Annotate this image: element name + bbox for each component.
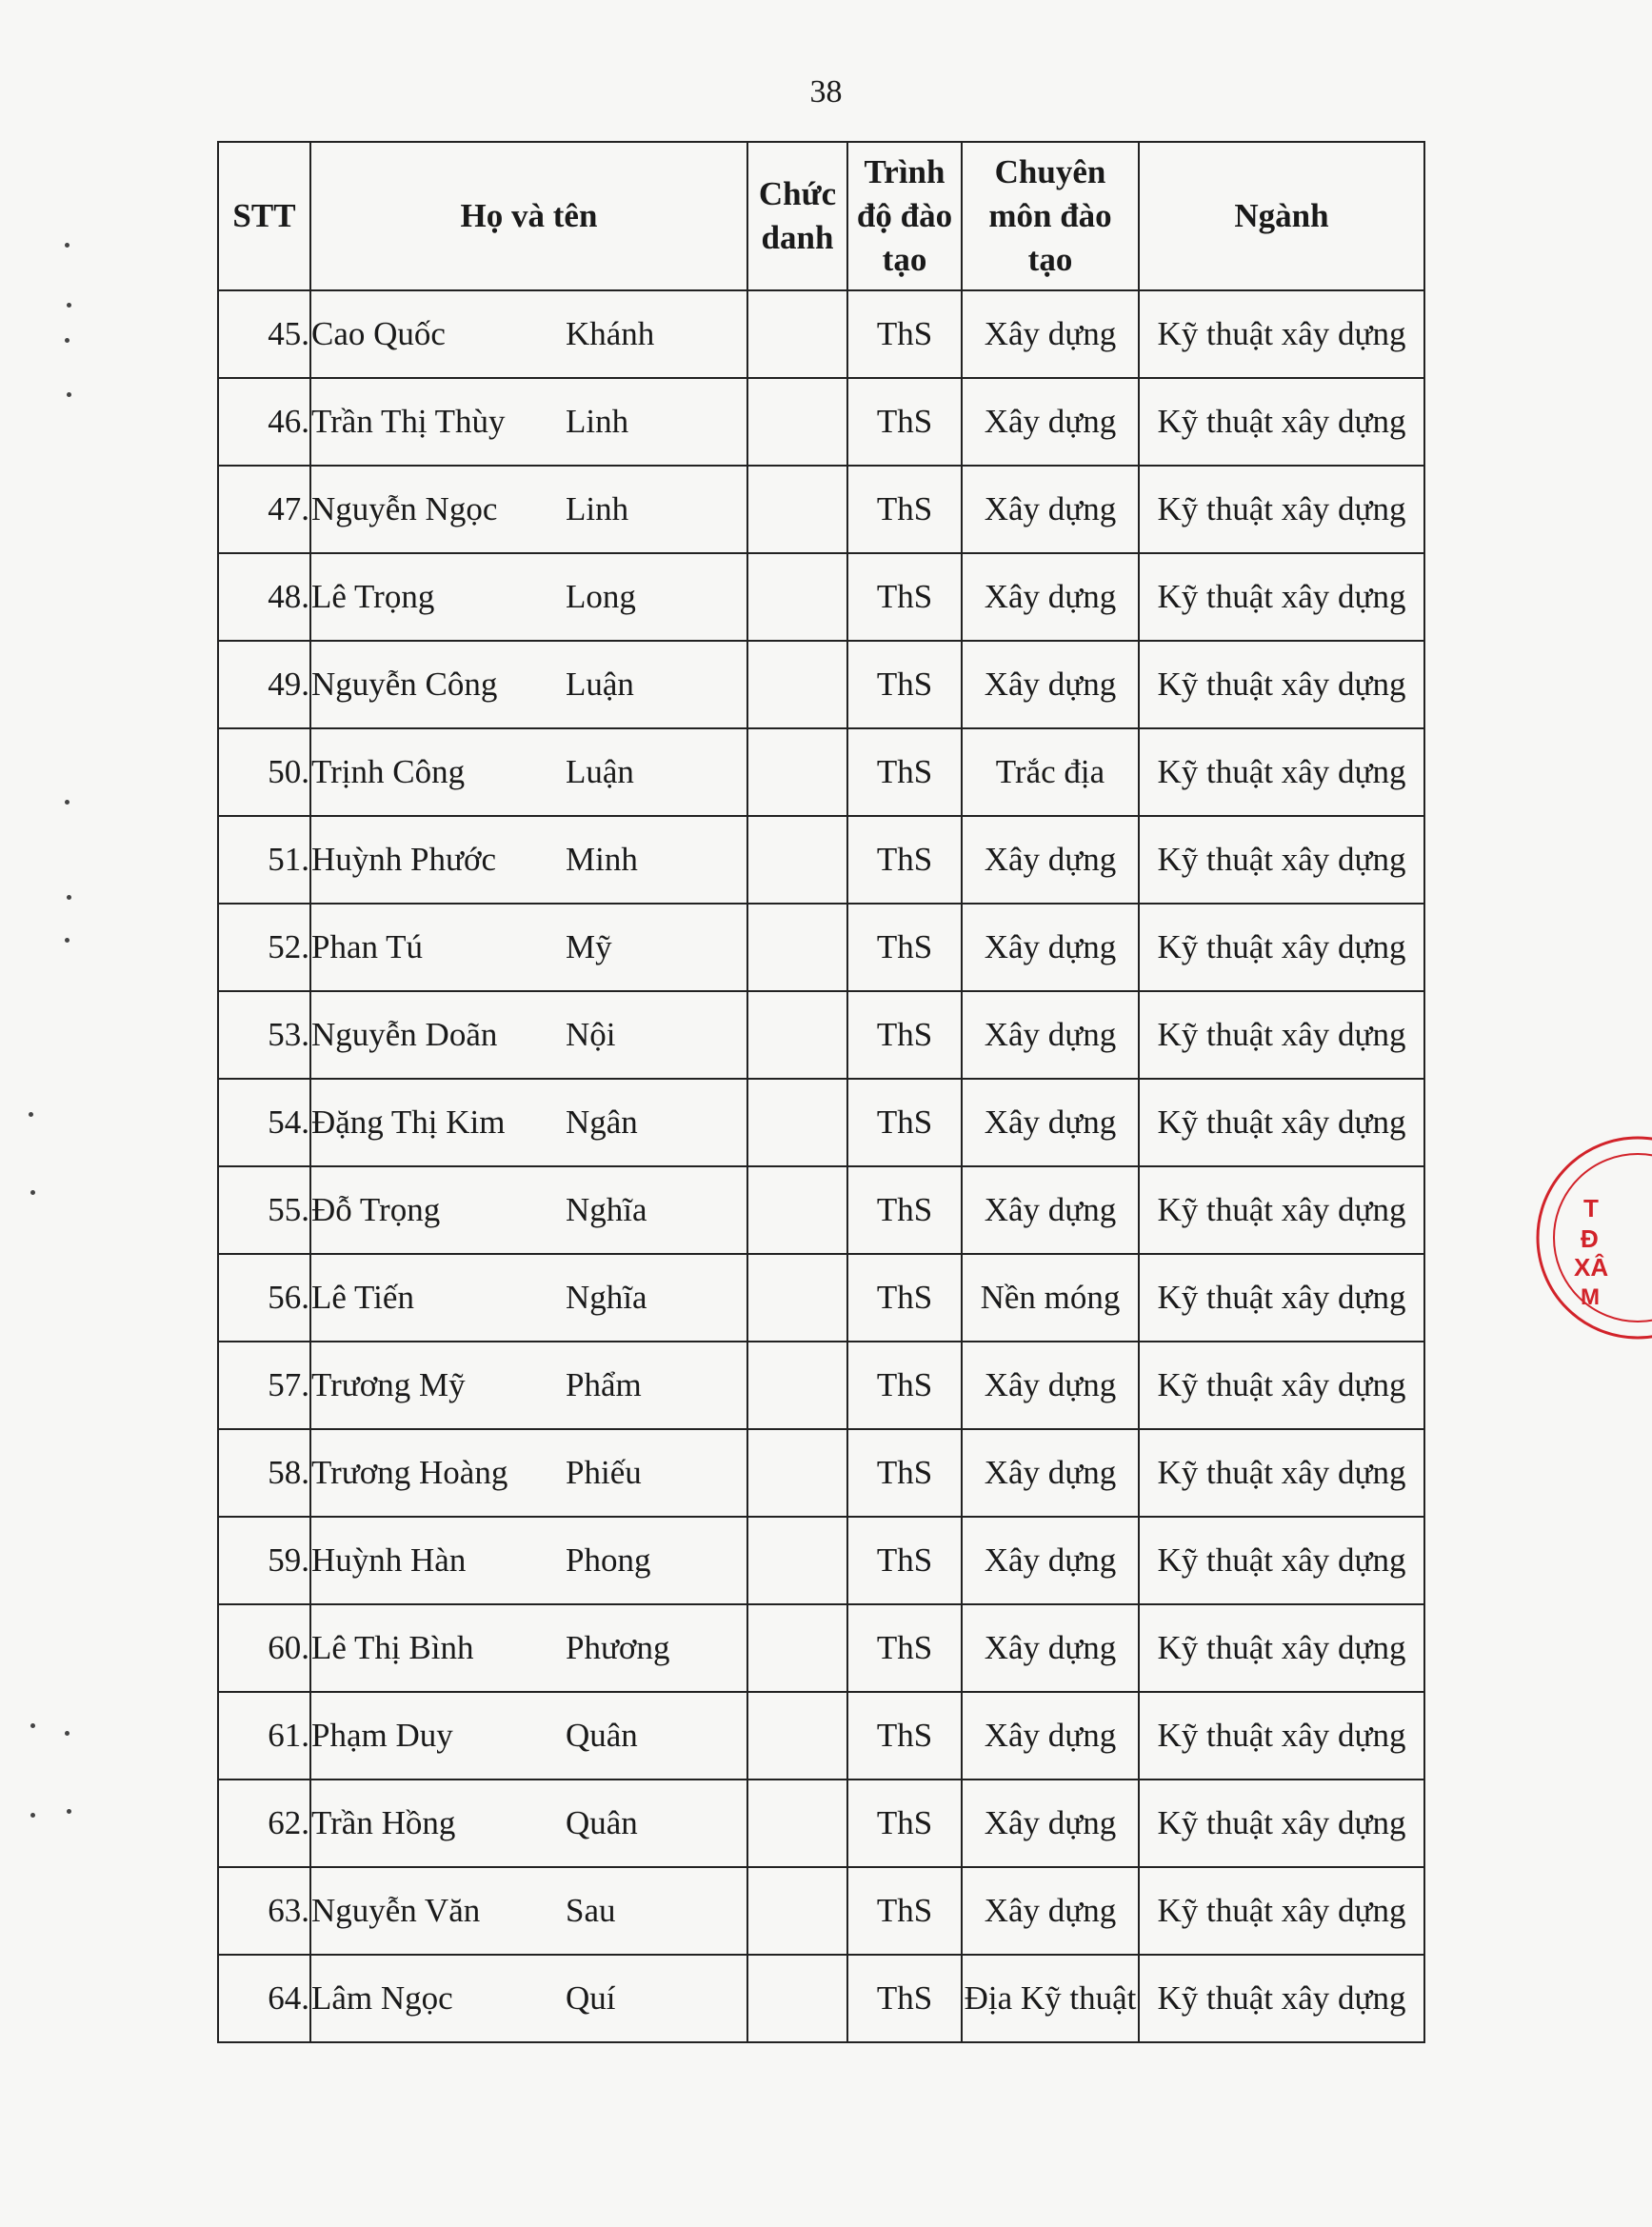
cell-title	[747, 991, 847, 1079]
table-row	[218, 1254, 1424, 1342]
cell-level: ThS	[847, 553, 962, 641]
page-number: 38	[809, 74, 843, 109]
cell-name	[310, 466, 747, 553]
table-row	[218, 553, 1424, 641]
cell-major: Kỹ thuật xây dựng	[1139, 1079, 1424, 1166]
cell-name	[310, 641, 747, 728]
cell-level: ThS	[847, 1517, 962, 1604]
cell-given-name: Quân	[566, 1804, 638, 1841]
cell-given-name: Nội	[566, 1016, 616, 1053]
cell-name	[310, 290, 747, 378]
cell-name	[310, 1166, 747, 1254]
cell-major: Kỹ thuật xây dựng	[1139, 904, 1424, 991]
cell-given-name: Nghĩa	[566, 1191, 647, 1228]
table-row	[218, 1604, 1424, 1692]
cell-title	[747, 904, 847, 991]
cell-name	[310, 1517, 747, 1604]
table-row	[218, 1342, 1424, 1429]
cell-specialty: Xây dựng	[962, 378, 1139, 466]
cell-given-name: Ngân	[566, 1104, 638, 1141]
cell-level: ThS	[847, 816, 962, 904]
cell-title	[747, 1166, 847, 1254]
cell-major: Kỹ thuật xây dựng	[1139, 1166, 1424, 1254]
table-row	[218, 1079, 1424, 1166]
cell-specialty: Xây dựng	[962, 1342, 1139, 1429]
cell-level: ThS	[847, 378, 962, 466]
cell-given-name: Phương	[566, 1629, 670, 1666]
cell-specialty: Nền móng	[962, 1254, 1139, 1342]
cell-name	[310, 1692, 747, 1780]
cell-specialty: Xây dựng	[962, 290, 1139, 378]
cell-level: ThS	[847, 1955, 962, 2042]
cell-level: ThS	[847, 641, 962, 728]
cell-title	[747, 1342, 847, 1429]
cell-stt: 63.	[218, 1867, 310, 1955]
cell-given-name: Phong	[566, 1541, 651, 1579]
cell-major: Kỹ thuật xây dựng	[1139, 1254, 1424, 1342]
cell-stt: 58.	[218, 1429, 310, 1517]
cell-surname: Cao Quốc	[311, 315, 446, 352]
cell-given-name: Mỹ	[566, 928, 612, 965]
cell-surname: Nguyễn Doãn	[311, 1016, 498, 1053]
cell-surname: Nguyễn Văn	[311, 1892, 481, 1929]
cell-stt: 57.	[218, 1342, 310, 1429]
cell-surname: Trần Hồng	[311, 1804, 456, 1841]
cell-level: ThS	[847, 728, 962, 816]
cell-name	[310, 1342, 747, 1429]
cell-stt: 52.	[218, 904, 310, 991]
cell-stt: 48.	[218, 553, 310, 641]
table-row	[218, 1867, 1424, 1955]
cell-name	[310, 728, 747, 816]
cell-specialty: Xây dựng	[962, 816, 1139, 904]
cell-title	[747, 1254, 847, 1342]
cell-title	[747, 378, 847, 466]
cell-level: ThS	[847, 1429, 962, 1517]
staff-table	[217, 141, 1425, 2043]
cell-stt: 45.	[218, 290, 310, 378]
cell-surname: Lê Trọng	[311, 578, 435, 615]
cell-level: ThS	[847, 1166, 962, 1254]
cell-stt: 54.	[218, 1079, 310, 1166]
cell-given-name: Quí	[566, 1979, 616, 2017]
cell-major: Kỹ thuật xây dựng	[1139, 728, 1424, 816]
cell-specialty: Xây dựng	[962, 466, 1139, 553]
table-row	[218, 378, 1424, 466]
cell-surname: Lâm Ngọc	[311, 1979, 453, 2017]
cell-given-name: Phiếu	[566, 1454, 642, 1491]
cell-major: Kỹ thuật xây dựng	[1139, 991, 1424, 1079]
header-major: Ngành	[1139, 142, 1424, 290]
cell-name	[310, 904, 747, 991]
cell-name	[310, 1780, 747, 1867]
cell-surname: Trần Thị Thùy	[311, 403, 506, 440]
cell-title	[747, 728, 847, 816]
cell-given-name: Linh	[566, 403, 629, 440]
cell-level: ThS	[847, 1692, 962, 1780]
cell-title	[747, 1604, 847, 1692]
cell-major: Kỹ thuật xây dựng	[1139, 466, 1424, 553]
table-row	[218, 1429, 1424, 1517]
cell-surname: Lê Thị Bình	[311, 1629, 474, 1666]
cell-name	[310, 1429, 747, 1517]
cell-level: ThS	[847, 1254, 962, 1342]
cell-given-name: Nghĩa	[566, 1279, 647, 1316]
cell-level: ThS	[847, 290, 962, 378]
cell-surname: Phạm Duy	[311, 1717, 453, 1754]
cell-surname: Trương Mỹ	[311, 1366, 466, 1403]
cell-major: Kỹ thuật xây dựng	[1139, 1429, 1424, 1517]
cell-specialty: Xây dựng	[962, 991, 1139, 1079]
cell-title	[747, 1079, 847, 1166]
cell-major: Kỹ thuật xây dựng	[1139, 1604, 1424, 1692]
cell-major: Kỹ thuật xây dựng	[1139, 641, 1424, 728]
cell-level: ThS	[847, 1780, 962, 1867]
cell-major: Kỹ thuật xây dựng	[1139, 290, 1424, 378]
cell-stt: 55.	[218, 1166, 310, 1254]
cell-surname: Nguyễn Ngọc	[311, 490, 498, 527]
cell-name	[310, 1604, 747, 1692]
svg-text:XÂ: XÂ	[1574, 1253, 1609, 1282]
cell-surname: Trương Hoàng	[311, 1454, 508, 1491]
cell-stt: 50.	[218, 728, 310, 816]
cell-stt: 46.	[218, 378, 310, 466]
cell-title	[747, 553, 847, 641]
cell-surname: Huỳnh Phước	[311, 841, 497, 878]
cell-specialty: Xây dựng	[962, 1867, 1139, 1955]
cell-surname: Nguyễn Công	[311, 666, 498, 703]
cell-title	[747, 1429, 847, 1517]
cell-specialty: Xây dựng	[962, 553, 1139, 641]
table-row	[218, 1166, 1424, 1254]
cell-specialty: Xây dựng	[962, 641, 1139, 728]
cell-title	[747, 466, 847, 553]
cell-specialty: Xây dựng	[962, 1604, 1139, 1692]
cell-level: ThS	[847, 991, 962, 1079]
cell-level: ThS	[847, 1867, 962, 1955]
table-row	[218, 1517, 1424, 1604]
cell-stt: 47.	[218, 466, 310, 553]
cell-surname: Huỳnh Hàn	[311, 1541, 467, 1579]
cell-surname: Lê Tiến	[311, 1279, 414, 1316]
cell-name	[310, 1079, 747, 1166]
cell-major: Kỹ thuật xây dựng	[1139, 816, 1424, 904]
cell-specialty: Xây dựng	[962, 1780, 1139, 1867]
cell-title	[747, 816, 847, 904]
header-stt: STT	[218, 142, 310, 290]
cell-stt: 59.	[218, 1517, 310, 1604]
table-row	[218, 904, 1424, 991]
cell-specialty: Xây dựng	[962, 1166, 1139, 1254]
header-specialty: Chuyên môn đào tạo	[962, 142, 1139, 290]
table-row	[218, 290, 1424, 378]
cell-stt: 60.	[218, 1604, 310, 1692]
cell-given-name: Minh	[566, 841, 638, 878]
cell-level: ThS	[847, 904, 962, 991]
cell-title	[747, 641, 847, 728]
header-level: Trình độ đào tạo	[847, 142, 962, 290]
cell-specialty: Địa Kỹ thuật	[962, 1955, 1139, 2042]
cell-major: Kỹ thuật xây dựng	[1139, 378, 1424, 466]
table-row	[218, 641, 1424, 728]
cell-level: ThS	[847, 466, 962, 553]
cell-name	[310, 1867, 747, 1955]
cell-specialty: Xây dựng	[962, 904, 1139, 991]
cell-name	[310, 378, 747, 466]
cell-specialty: Xây dựng	[962, 1079, 1139, 1166]
cell-given-name: Phẩm	[566, 1366, 642, 1403]
svg-text:M: M	[1581, 1284, 1600, 1310]
table-header-row	[218, 142, 1424, 290]
cell-title	[747, 1867, 847, 1955]
cell-given-name: Sau	[566, 1892, 616, 1929]
cell-major: Kỹ thuật xây dựng	[1139, 1692, 1424, 1780]
cell-given-name: Long	[566, 578, 636, 615]
cell-given-name: Quân	[566, 1717, 638, 1754]
cell-given-name: Khánh	[566, 315, 655, 352]
cell-level: ThS	[847, 1604, 962, 1692]
cell-specialty: Xây dựng	[962, 1692, 1139, 1780]
cell-stt: 56.	[218, 1254, 310, 1342]
cell-major: Kỹ thuật xây dựng	[1139, 553, 1424, 641]
cell-given-name: Luận	[566, 666, 634, 703]
cell-major: Kỹ thuật xây dựng	[1139, 1867, 1424, 1955]
table-row	[218, 816, 1424, 904]
cell-major: Kỹ thuật xây dựng	[1139, 1955, 1424, 2042]
cell-specialty: Xây dựng	[962, 1517, 1139, 1604]
table-row	[218, 1780, 1424, 1867]
cell-given-name: Luận	[566, 753, 634, 790]
cell-name	[310, 1955, 747, 2042]
table-row	[218, 1955, 1424, 2042]
cell-major: Kỹ thuật xây dựng	[1139, 1517, 1424, 1604]
cell-surname: Đặng Thị Kim	[311, 1104, 506, 1141]
cell-name	[310, 553, 747, 641]
cell-title	[747, 1955, 847, 2042]
cell-stt: 49.	[218, 641, 310, 728]
cell-title	[747, 290, 847, 378]
cell-name	[310, 991, 747, 1079]
cell-major: Kỹ thuật xây dựng	[1139, 1342, 1424, 1429]
table-row	[218, 728, 1424, 816]
cell-stt: 64.	[218, 1955, 310, 2042]
cell-title	[747, 1780, 847, 1867]
cell-title	[747, 1692, 847, 1780]
cell-major: Kỹ thuật xây dựng	[1139, 1780, 1424, 1867]
table-row	[218, 991, 1424, 1079]
cell-level: ThS	[847, 1079, 962, 1166]
cell-name	[310, 1254, 747, 1342]
cell-given-name: Linh	[566, 490, 629, 527]
header-name: Họ và tên	[310, 142, 747, 290]
cell-specialty: Trắc địa	[962, 728, 1139, 816]
table-row	[218, 1692, 1424, 1780]
cell-stt: 51.	[218, 816, 310, 904]
cell-surname: Đỗ Trọng	[311, 1191, 441, 1228]
official-stamp	[1485, 1123, 1628, 1342]
header-title: Chức danh	[747, 142, 847, 290]
cell-specialty: Xây dựng	[962, 1429, 1139, 1517]
cell-stt: 62.	[218, 1780, 310, 1867]
cell-name	[310, 816, 747, 904]
cell-level: ThS	[847, 1342, 962, 1429]
svg-text:T: T	[1583, 1194, 1599, 1223]
table-row	[218, 466, 1424, 553]
cell-stt: 53.	[218, 991, 310, 1079]
cell-surname: Phan Tú	[311, 928, 423, 965]
svg-text:Đ: Đ	[1581, 1224, 1599, 1253]
cell-surname: Trịnh Công	[311, 753, 466, 790]
cell-title	[747, 1517, 847, 1604]
cell-stt: 61.	[218, 1692, 310, 1780]
